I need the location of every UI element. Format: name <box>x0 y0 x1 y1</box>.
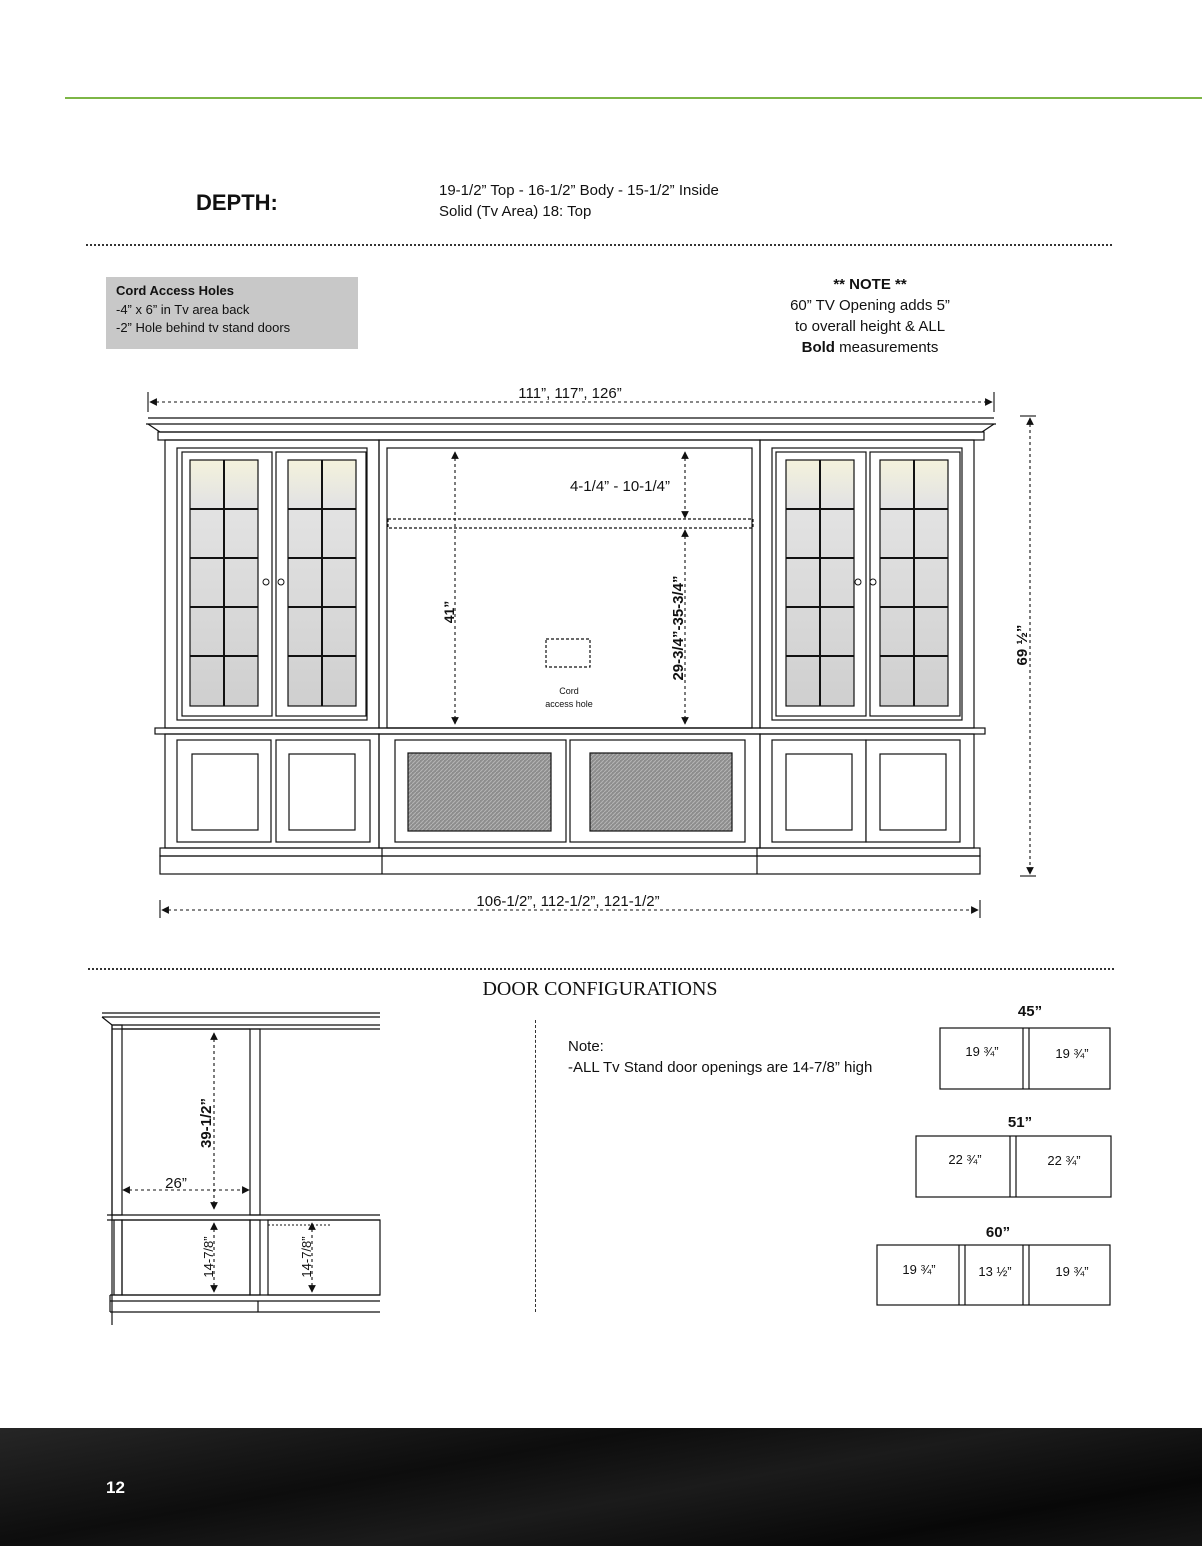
door-note-text: -ALL Tv Stand door openings are 14-7/8” high <box>568 1059 873 1076</box>
cord-hole-label-1: Cord <box>559 686 579 696</box>
door-config-diagrams <box>870 998 1120 1314</box>
note-bold-word: Bold <box>801 339 835 356</box>
cord-access-line-1: -4” x 6” in Tv area back <box>116 301 250 317</box>
side-height-label: 39-1/2” <box>198 1097 215 1149</box>
config-45-panel-2: 19 ¾” <box>1055 1046 1089 1061</box>
note-heading: ** NOTE ** <box>833 276 907 293</box>
config-45-panel-1: 19 ¾” <box>965 1044 999 1059</box>
vertical-divider <box>535 1020 536 1312</box>
note-line-3-rest: measurements <box>834 339 939 356</box>
config-51-panel-1: 22 ¾” <box>948 1152 982 1167</box>
bottom-width-label: 106-1/2”, 112-1/2”, 121-1/2” <box>476 893 660 910</box>
cord-access-line-2: -2” Hole behind tv stand doors <box>116 320 291 335</box>
config-51-panel-2: 22 ¾” <box>1047 1153 1081 1168</box>
door-note <box>568 1036 872 1078</box>
config-60-panel-2: 13 ½” <box>978 1264 1012 1279</box>
door-height-label-1: 14-7/8” <box>201 1236 216 1278</box>
depth-label: DEPTH: <box>196 190 278 215</box>
tv-range-label: 29-3/4”-35-3/4” <box>670 575 687 681</box>
door-note-label: Note: <box>568 1038 604 1055</box>
config-60-size: 60” <box>985 1224 1011 1241</box>
tv-opening-height-label: 41” <box>441 600 457 624</box>
depth-line-2: Solid (Tv Area) 18: Top <box>439 203 592 220</box>
config-51-size: 51” <box>1007 1114 1033 1131</box>
config-60-panel-3: 19 ¾” <box>1055 1264 1089 1279</box>
note-line-1: 60” TV Opening adds 5” <box>790 297 950 314</box>
top-width-label: 111”, 117”, 126” <box>518 385 622 402</box>
page-number: 12 <box>106 1478 125 1497</box>
config-45-size: 45” <box>1017 1003 1043 1020</box>
shelf-range-label: 4-1/4” - 10-1/4” <box>569 478 671 495</box>
left-glass-doors <box>190 460 948 706</box>
config-60-panel-1: 19 ¾” <box>902 1262 936 1277</box>
side-width-label: 26” <box>165 1175 187 1192</box>
lower-doors <box>177 740 960 842</box>
door-height-label-2: 14-7/8” <box>299 1236 314 1278</box>
side-section-drawing <box>90 1005 390 1325</box>
depth-line-1: 19-1/2” Top - 16-1/2” Body - 15-1/2” Inside <box>439 182 719 199</box>
overall-height-label: 69 ½” <box>1014 624 1031 666</box>
cord-hole-label-2: access hole <box>545 699 593 709</box>
cord-access-title: Cord Access Holes <box>116 283 235 298</box>
section-divider-2 <box>88 968 1114 970</box>
door-configurations-title: DOOR CONFIGURATIONS <box>482 978 718 1000</box>
note-line-2: to overall height & ALL <box>794 318 946 335</box>
footer-bar <box>0 1428 1202 1546</box>
